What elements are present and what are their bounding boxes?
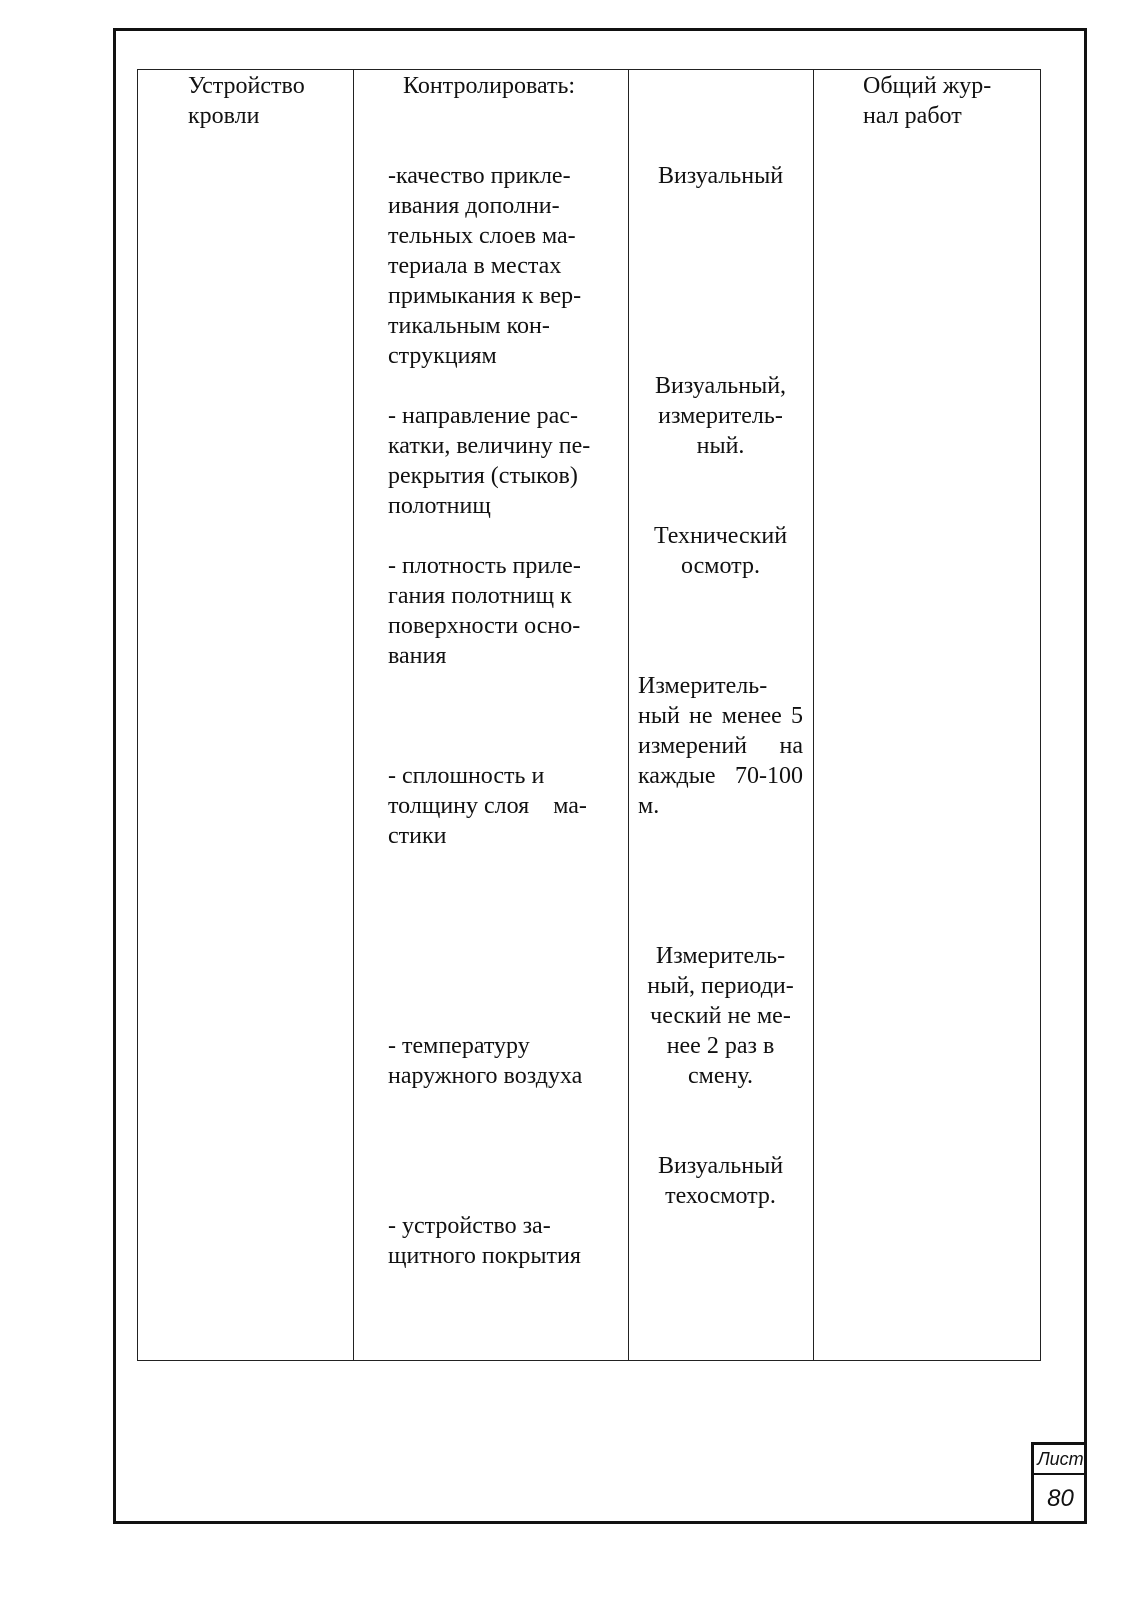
sheet-label: Лист [1034, 1445, 1087, 1475]
control-item: - плотность прилe- гания полотнищ к поверхности осно- вания [388, 553, 581, 669]
column-divider [813, 70, 814, 1360]
control-item: - температуру наружного воздуха [388, 1033, 583, 1089]
control-item: -качество прикле- ивания дополни- тельных слоев ма- териала в местах примыкания к вер- тикальным кон- струкциям [388, 163, 582, 369]
control-item: - устройство за- щитного покрытия [388, 1213, 581, 1269]
method-cell: Визуальный техосмотр. [657, 1153, 784, 1209]
method-cell: Измеритель- ный не менее 5 измерений на каждые 70-100 м. [638, 673, 803, 819]
sheet-stamp [1031, 1442, 1087, 1524]
method-cell: Визуальный, измеритель- ный. [654, 373, 787, 459]
control-item: - направление рас- катки, величину пе- рекрытия (стыков) полотнищ [388, 403, 591, 519]
quality-control-table [137, 69, 1041, 1361]
control-header: Контролировать: [403, 73, 576, 99]
sheet-number: 80 [1047, 1485, 1074, 1512]
method-cell: Визуальный [657, 163, 784, 189]
column-divider [353, 70, 354, 1360]
method-cell: Измеритель- ный, периоди- ческий не ме- нее 2 раз в смену. [647, 943, 794, 1089]
method-cell: Технический осмотр. [653, 523, 788, 579]
work-type-cell: Устройство кровли [188, 73, 305, 129]
documentation-cell: Общий жур- нал работ [863, 73, 992, 129]
control-item: - сплошность и толщину слоя ма- стики [388, 763, 587, 849]
